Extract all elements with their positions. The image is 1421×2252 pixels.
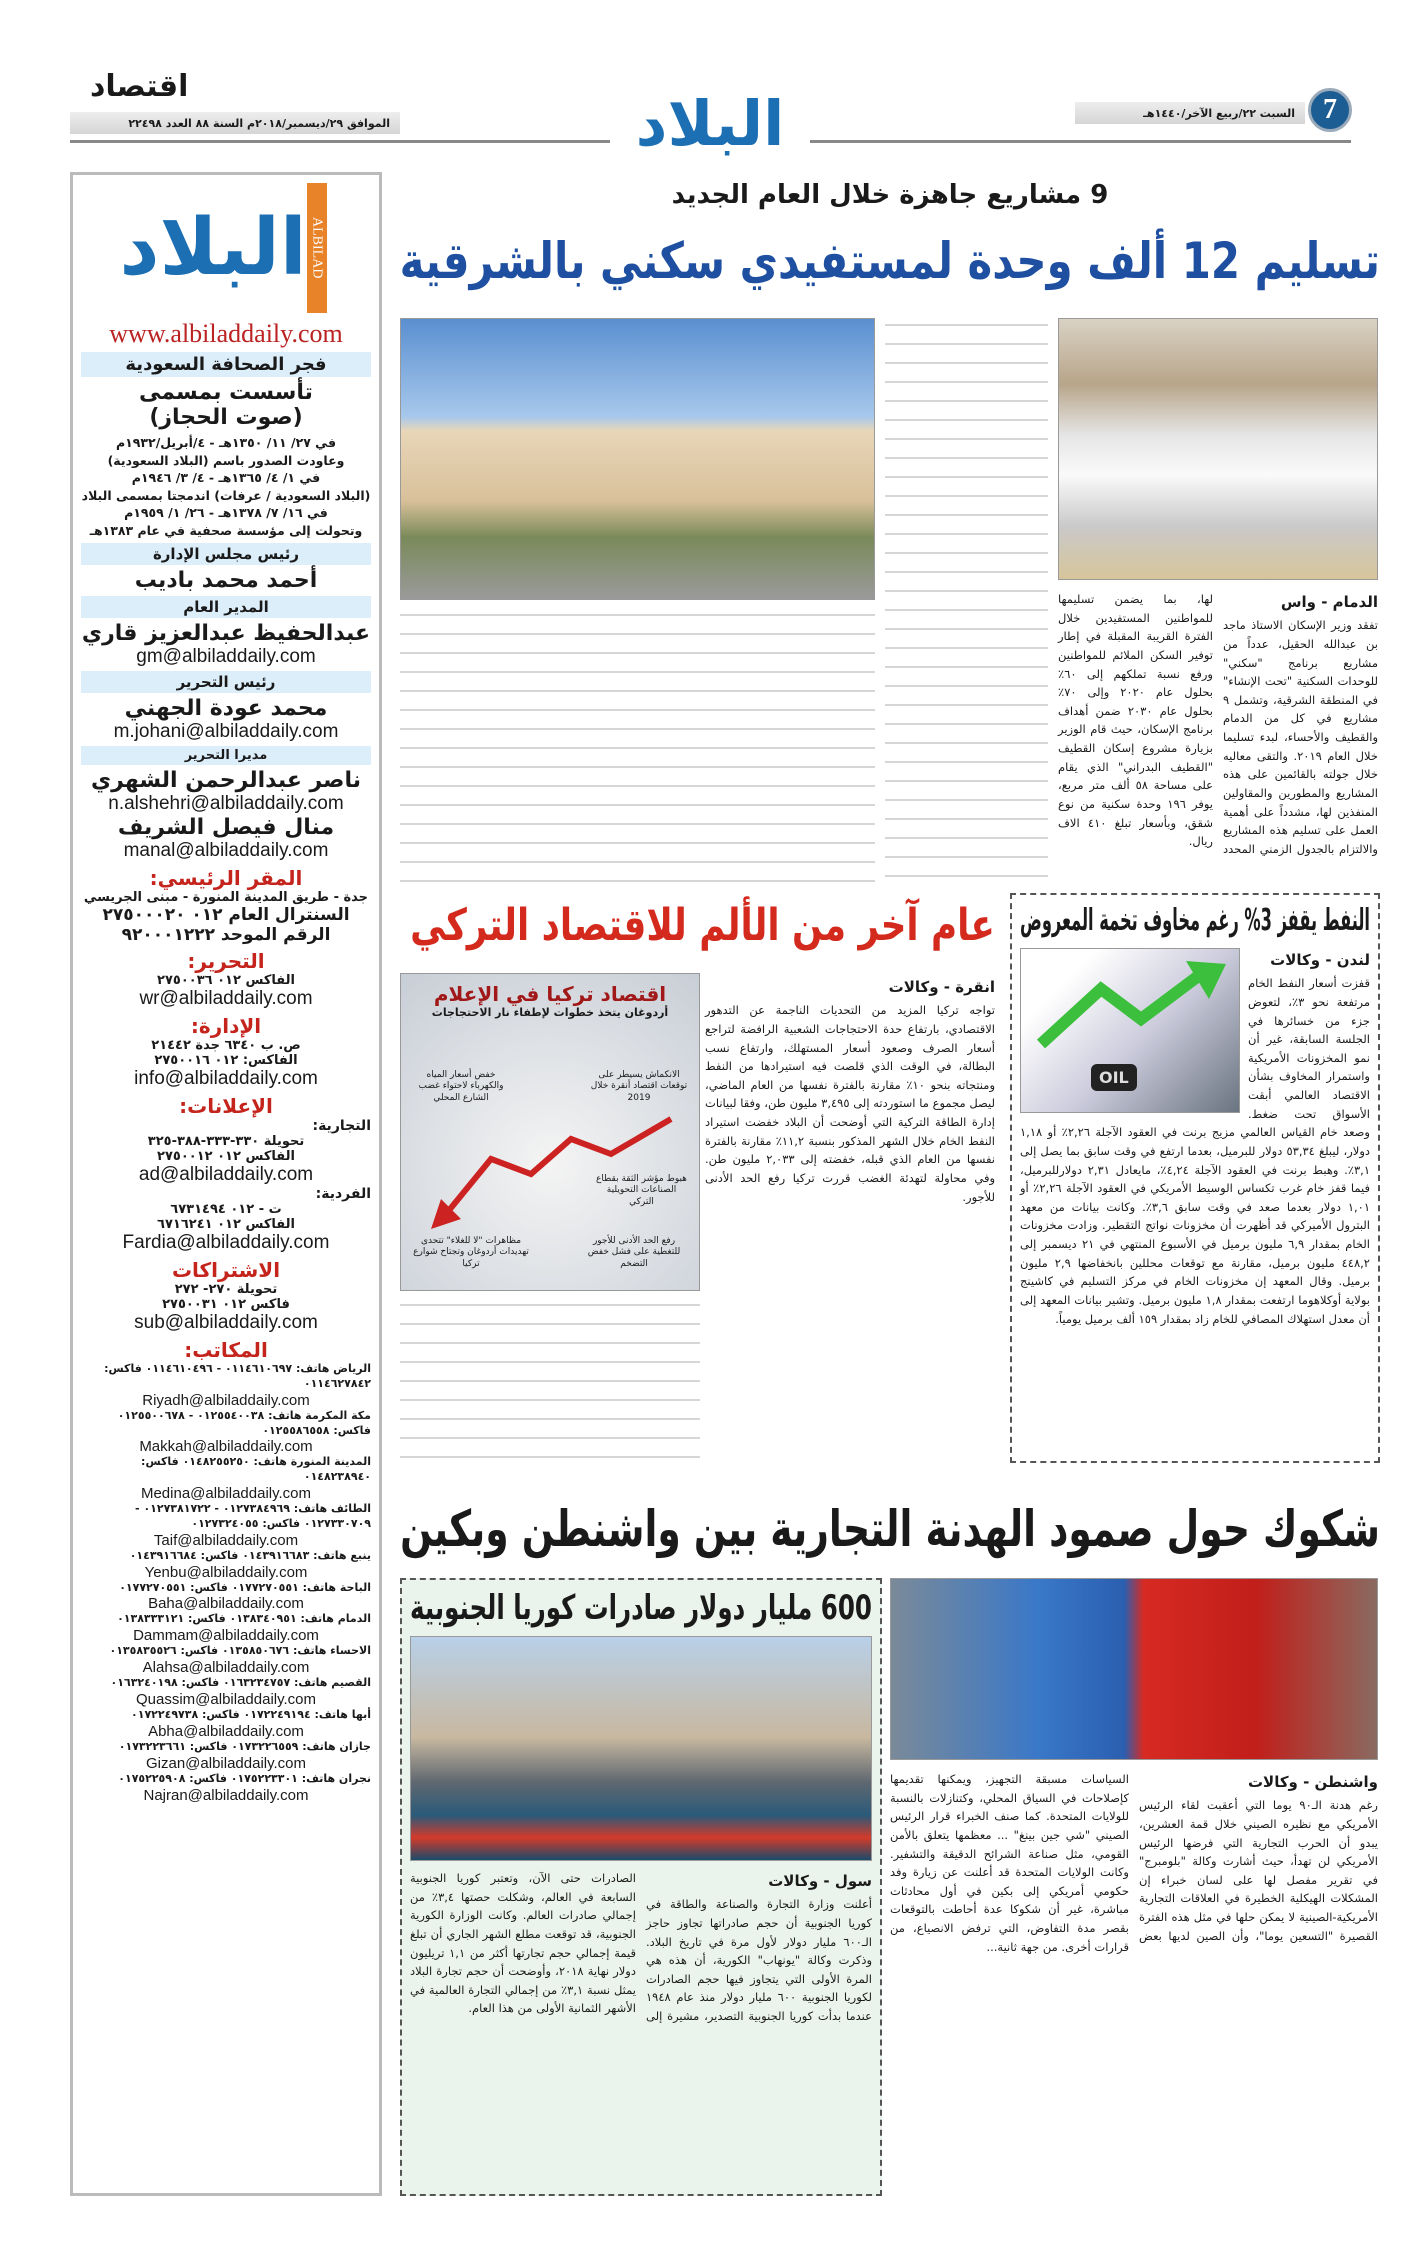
office-email[interactable]: Riyadh@albiladdaily.com [142,1391,310,1409]
hq-title: المقر الرئيسي: [149,866,303,890]
oil-byline: لندن - وكالات [1270,951,1370,969]
oil-headline: النفط يقفز 3% رغم مخاوف تخمة المعروض [1020,903,1370,938]
logo-en: ALBILAD [307,183,327,313]
offices-title: المكاتب: [184,1338,268,1362]
office-email[interactable]: Alahsa@albiladdaily.com [142,1659,310,1677]
subs-fax: فاكس ٠١٢ ٢٧٥٠٠٣١ [162,1297,290,1312]
office-email[interactable]: Najran@albiladdaily.com [143,1786,309,1804]
oil-pump-arrow-image [1020,948,1240,1113]
office-email[interactable]: Baha@albiladdaily.com [148,1595,304,1613]
office-phones: الباحة هاتف: ٠١٧٧٢٧٠٥٥١ فاكس: ٠١٧٧٢٧٠٥٥١ [119,1580,371,1594]
staff-role: المدير العام [81,596,371,618]
housing-headline-box [400,232,1380,290]
turkey-headline-box [410,900,995,951]
editor-name: ناصر عبدالرحمن الشهري [91,768,361,793]
subs-title: الاشتراكات [171,1258,281,1282]
office-email[interactable]: Medina@albiladdaily.com [140,1485,312,1503]
office-phones: مكة المكرمة هاتف: ٠١٢٥٥٤٠٠٣٨ - ٠١٢٥٥٠٠٦٧٨ فاكس: ٠١٢٥٥٨٦٥٥٨ [117,1408,371,1437]
history [81,434,371,539]
website-link[interactable]: www.albiladdaily.com [109,319,343,348]
history-line: في ١/ ٤/ ١٣٦٥هـ - ٤/ ٣/ ١٩٤٦م [131,470,321,485]
housing-kicker: 9 مشاريع جاهزة خلال العام الجديد [671,180,1109,210]
housing-body: تفقد وزير الإسكان الاستاذ ماجد بن عبدالله الحقيل، عدداً من مشاريع برنامج "سكني" للوحدات السكنية "تحت الإنشاء" في المنطقة الشرقية، وتشمل ٩ مشاريع في كل من الدمام والقطيف والأحساء، لبدء تسليما خلال العام ٢٠١٩. والتقى معاليه خلال جولته بالقائمين على هذه المشاريع والمطورين والمقاولين المنفذين لها، مشدداً على أهمية العمل على تسليم هذه المشاريع والالتزام بالجدول الزمني المحدد لها، بما يضمن تسليمها للمواطنين المستفيدين خلال الفترة القريبة المقبلة في إطار توفير السكن الملائم للمواطنين ورفع نسبة تملكهم إلى ٦٠٪ بحلول عام ٢٠٢٠ وإلى ٧٠٪ بحلول عام ٢٠٣٠ ضمن أهداف برنامج الإسكان، حيث قام الوزير بزيارة مشروع إسكان القطيف "القطيف البدراني" الذي يقام على مساحة ٥٨ ألف متر مربع، يوفر ١٩٦ وحدة سكنية من نوع شقق، وبأسعار تبلغ ٤١٠ الاف ريال. [1058,592,1378,856]
section-title: اقتصاد [90,69,189,104]
turkey-headline: عام آخر من الألم للاقتصاد التركي [410,900,995,951]
staff-name: أحمد محمد باديب [134,568,318,593]
trade-body: رغم هدنة الـ٩٠ يوما التي أعقبت لقاء الرئيس الأمريكي مع نظيره الصيني خلال قمة العشرين، يبدو أن الحرب التجارية التي فرضها الرئيس الأمريكي لن تهدأ، حيث أشارت وكالة "بلومبرج" في تقرير مفصل لها على لسان خبراء إن المشكلات الهيكلية الخطيرة في العلاقات التجارية الأمريكية-الصينية لا يمكن حلها في مثل هذه الفترة القصيرة "التسعين يوما"، وأن الصين لديها بعض السياسات مسبقة التجهيز، ويمكنها تقديمها كإصلاحات في السياق المحلي، وكتنازلات بالنسبة للولايات المتحدة. كما صنف الخبراء قرار الرئيس الصيني "شي جين بينغ" ... معظمها يتعلق بالأمن القومي، مثل صناعة الشرائح الدقيقة والتشفير. وكانت الولايات المتحدة قد أعلنت عن زيارة وفد حكومي أمريكي إلى بكين في أول محادثات مباشرة، غير أن شكوكا عدة أحاطت بالتوقعات بقصر مدة التفاوض، التي ترفض الانصياع، من قرارات أخرى. من جهة ثانية... [890,1772,1378,1954]
staff-role: رئيس مجلس الإدارة [81,543,371,565]
infographic-title: اقتصاد تركيا في الإعلام [433,982,667,1006]
housing-continuation-text [400,608,875,886]
sidebar-logo [81,183,371,313]
office-email[interactable]: Yenbu@albiladdaily.com [144,1563,308,1581]
history-line: وعاودت الصدور باسم (البلاد السعودية) [107,452,345,468]
korea-byline: سول - وكالات [768,1872,872,1890]
history-line: وتحولت إلى مؤسسة صحفية في عام ١٣٨٣هـ [89,522,363,538]
staff-name: محمد عودة الجهني [124,696,328,721]
housing-continuation-text [885,318,1048,888]
office-phones: جازان هاتف: ٠١٧٣٢٢٦٥٥٩ فاكس: ٠١٧٣٢٢٣٦٦١ [118,1739,371,1753]
ads-email[interactable]: ad@albiladdaily.com [138,1164,314,1185]
office-phones: نجران هاتف: ٠١٧٥٢٢٣٣٠١ فاكس: ٠١٧٥٢٢٥٩٠٨ [118,1771,371,1785]
admin-fax: الفاكس: ٠١٢ ٢٧٥٠٠١٦ [154,1053,298,1068]
masthead-sidebar [70,172,382,2196]
admin-po: ص. ب ٦٣٤٠ جدة ٢١٤٤٢ [151,1038,301,1053]
editors-list [81,768,371,862]
office-email[interactable]: Dammam@albiladdaily.com [133,1627,319,1645]
ads-title: الإعلانات: [179,1094,273,1118]
green-arrow-icon [1031,959,1231,1049]
editorial-title: التحرير: [187,949,265,973]
infographic-subtitle: أردوغان يتخذ خطوات لإطفاء نار الاحتجاجات [431,1006,669,1019]
hijri-date: السبت ٢٢/ربيع الآخر/١٤٤٠هـ [1075,102,1305,124]
staff-email[interactable]: gm@albiladdaily.com [136,646,316,667]
logo-ar: البلاد [119,203,307,293]
oil-story [1010,893,1380,1463]
editor-email[interactable]: n.alshehri@albiladdaily.com [108,793,344,814]
trade-headline-box [400,1500,1380,1558]
offices-list [81,1362,371,1804]
ads-ind-phone: ت - ٠١٢ ٦٧٣١٤٩٤ [170,1202,282,1217]
history-line: في ٢٧/ ١١/ ١٣٥٠هـ - ٤/أبريل/١٩٣٢م [115,435,337,450]
office-email[interactable]: Abha@albiladdaily.com [148,1722,304,1740]
page-number: 7 [1308,88,1352,132]
infographic-note: مظاهرات "لا للغلاء" تتحدى تهديدات أردوغان وتجتاح شوارع تركيا [413,1236,529,1269]
turkey-body: تواجه تركيا المزيد من التحديات الناجمة عن التدهور الاقتصادي، بارتفاع حدة الاحتجاجات الشعبية الرافضة لتراجع أسعار الصرف وصعود أسعار المستهلك، وارتفاع نسب البطالة، في الوقت الذي قلصت فيه استيرادها من النفط ومنتجاته بنحو ١٠٪ مقارنة بالفترة نفسها من العام الماضي، ليصل مجموع ما استوردته إلى ٣,٤٩٥ مليون طن، وفقا لبيانات إدارة الطاقة التركية التي أوضحت أن البلاد خفضت استيراد النفط الخام خلال الشهر المذكور بنسبة ١١,٢٪ مقارنة بالفترة نفسها من العام الذي قبله، خفضته إلى ٢,٠٣٣ مليون طن. وفي محاولة لتهدئة الغضب قررت تركيا رفع الحد الأدنى للأجور. [705,1003,995,1204]
office-phones: أبها هاتف: ٠١٧٢٢٤٩١٩٤ فاكس: ٠١٧٢٢٤٩٧٣٨ [131,1707,371,1721]
korea-story [400,1578,882,2196]
infographic-note: هبوط مؤشر الثقة بقطاع الصناعات التحويلية التركي [596,1174,687,1207]
office-phones: الدمام هاتف: ٠١٣٨٣٤٠٩٥١ فاكس: ٠١٣٨٣٣٣١٢١ [117,1612,371,1626]
subs-email[interactable]: sub@albiladdaily.com [134,1312,318,1333]
hq-address: جدة - طريق المدينة المنورة - مبنى الجريسي [83,890,369,905]
editors-role: مديرا التحرير [81,746,371,765]
gregorian-date: الموافق ٢٩/ديسمبر/٢٠١٨م السنة ٨٨ العدد ٢٢٤٩٨ [70,112,400,134]
history-line: (البلاد السعودية / عرفات) اندمجتا بمسمى البلاد [81,487,371,503]
infographic-note: رفع الحد الأدنى للأجور للتغطية على فشل خفض التضخم [587,1236,681,1269]
trade-text [890,1770,1378,2195]
hq-central: السنترال العام ٠١٢ ٢٧٥٠٠٠٢٠ [102,905,350,925]
ads-commercial: التجارية: [312,1118,371,1134]
office-phones: الاحساء هاتف: ٠١٣٥٨٥٠٦٧٦ فاكس: ٠١٣٥٨٣٥٥٢٦ [109,1644,371,1658]
office-phones: القصيم هاتف: ٠١٦٣٢٣٤٧٥٧ فاكس: ٠١٦٣٢٤٠١٩٨ [110,1676,371,1690]
editorial-email[interactable]: wr@albiladdaily.com [139,988,313,1009]
staff-role: رئيس التحرير [81,671,371,693]
office-phones: الطائف هاتف: ٠١٢٧٣٨٤٩٦٩ - ٠١٢٧٣٨١٧٢٢ - ٠١٢٧٣٣٠٧٠٩ فاكس: ٠١٢٧٣٢٤٠٥٥ [135,1502,371,1530]
ads-ind-email[interactable]: Fardia@albiladdaily.com [122,1232,330,1253]
us-china-boxing-gloves-image [890,1578,1378,1760]
admin-title: الإدارة: [190,1014,262,1038]
housing-body-lead [1058,590,1378,885]
turkey-infographic [400,973,700,1291]
office-email[interactable]: Quassim@albiladdaily.com [135,1690,316,1708]
masthead-logo: البلاد [610,80,810,168]
oil-barrel-label: OIL [1091,1064,1137,1091]
infographic-note: خفض أسعار المياه والكهرباء لاحتواء غضب الشارع المحلي [418,1070,504,1103]
staff-email[interactable]: m.johani@albiladdaily.com [113,721,339,742]
editor-email[interactable]: manal@albiladdaily.com [123,840,329,861]
founded-name: (صوت الحجاز) [149,405,303,430]
office-phones: المدينة المنورة هاتف: ٠١٤٨٢٥٥٢٥٠ فاكس: ٠١٤٨٢٣٨٩٤٠ [141,1455,371,1484]
minister-tour-photo [1058,318,1378,580]
subs-ext: تحويلة ٢٧٠- ٢٧٢ [174,1282,278,1297]
housing-project-render [400,318,875,600]
ads-ext: تحويلة ٣٣٠-٣٣٣-٣٨٨-٣٢٥ [147,1134,305,1149]
ads-fax: الفاكس ٠١٢ ٢٧٥٠٠١٢ [157,1149,295,1164]
office-email[interactable]: Makkah@albiladdaily.com [139,1438,313,1456]
editor-name: منال فيصل الشريف [117,815,335,840]
admin-email[interactable]: info@albiladdaily.com [134,1068,318,1089]
korea-body: أعلنت وزارة التجارة والصناعة والطاقة في كوريا الجنوبية أن حجم صادراتها تجاوز حاجز الـ٦٠٠ مليار دولار لأول مرة في تاريخ البلاد. وذكرت وكالة "يونهاب" الكورية، أن هذه هي المرة الأولى التي يتجاوز فيها حجم الصادرات لكوريا الجنوبية ٦٠٠ مليار دولار منذ عام ١٩٤٨ عندما بدأت كوريا الجنوبية التصدير، مشيرة إلى الصادرات حتى الآن، وتعتبر كوريا الجنوبية السابعة في العالم، وشكلت حصتها ٣,٤٪ من إجمالي صادرات العالم. وكانت الوزارة الكورية الجنوبية، قد توقعت مطلع الشهر الجاري أن تبلغ قيمة إجمالي حجم تجارتها أكثر من ١,١ تريليون دولار نهاية ٢٠١٨، وأوضحت أن حجم تجارة البلاد يمثل نسبة ٣,١٪ من إجمالي التجارة العالمية في الأشهر الثمانية الأولى من هذا العام. [410,1871,872,2024]
ads-individual: الفردية: [315,1186,371,1202]
ads-ind-fax: الفاكس ٠١٢ ٦٧١٦٢٤١ [157,1217,295,1232]
turkey-text [705,975,995,1460]
staff-name: عبدالحفيظ عبدالعزيز قاري [81,621,371,646]
office-email[interactable]: Taif@albiladdaily.com [153,1531,299,1549]
history-line: في ١٦/ ٧/ ١٣٧٨هـ - ٢٦/ ١/ ١٩٥٩م [124,505,328,520]
housing-headline: تسليم 12 ألف وحدة لمستفيدي سكني بالشرقية [399,232,1380,290]
trade-byline: واشنطن - وكالات [1247,1773,1378,1791]
office-phones: ينبع هاتف: ٠١٤٣٩١٦٦٨٣ فاكس: ٠١٤٣٩١٦٦٨٤ [129,1548,371,1562]
korea-headline: 600 مليار دولار صادرات كوريا الجنوبية [410,1588,872,1628]
office-phones: الرياض هاتف: ٠١١٤٦١٠٦٩٧ - ٠١١٤٦١٠٤٩٦ فاكس: ٠١١٤٦٢٧٨٤٢ [104,1362,371,1390]
housing-byline: الدمام - واس [1280,593,1378,611]
turkey-byline: انقرة - وكالات [888,978,995,996]
staff-list [81,543,371,743]
editorial-fax: الفاكس ٠١٢ ٢٧٥٠٠٣٦ [157,973,295,988]
slogan: فجر الصحافة السعودية [81,352,371,377]
founded-title: تأسست بمسمى [139,380,313,405]
oil-body: قفزت أسعار النفط الخام مرتفعة نحو ٣٪، لتعوض جزء من خسائرها في الجلسة السابقة، غير أن نمو المخزونات الأمريكية واستمرار المخاوف بشأن الاقتصاد العالمي أبقت الأسواق تحت ضغط. وصعد خام القياس العالمي مزيج برنت في العقود الآجلة ٢,٢٦٪ أو ١,١٨ دولار، ليبلغ ٥٣,٣٤ دولار للبرميل، بعدما ارتفع في وقت سابق بما يصل إلى ٣,١٪. وهبط برنت في العقود الآجلة ٤,٢٤٪، مايعادل ٢,٣١ دولارللبرميل، فيما قفز خام غرب تكساس الوسيط الأمريكي في العقود الآجلة ٢,٢٦٪ أو ١,٠١ دولار بعدما صعد في وقت سابق ٣,٦٪. وكانت بيانات من معهد البترول الأميركي قد أظهرت أن مخزونات نواتج التقطير. وزادت مخزونات الخام بمقدار ٦,٩ مليون برميل في الأسبوع المنتهي في ٢١ ديسمبر إلى ٤٤٨,٢ مليون برميل، مقارنة مع توقعات محللين بانخفاضها ٢,٩ مليون برميل. وقال المعهد إن مخزونات الخام في مركز التسليم في كاشينج بولاية أوكلاهوما ارتفعت بمقدار ١,٨ مليون برميل. وتشير بيانات المعهد إلى أن معدل استهلاك المصافي للخام زاد بمقدار ١٥٩ ألف برميل يومياً. [1020,976,1371,1326]
port-ship-image [410,1636,872,1861]
office-email[interactable]: Gizan@albiladdaily.com [145,1754,307,1772]
trade-headline: شكوك حول صمود الهدنة التجارية بين واشنطن وبكين [400,1500,1380,1558]
hq-unified: الرقم الموحد ٩٢٠٠٠١٢٢٢ [121,925,331,945]
infographic-note: الانكماش يسيطر على توقعات اقتصاد أنقرة خلال 2019 [590,1070,688,1103]
turkey-continuation-text [400,1298,700,1458]
oil-headline-box [1020,903,1370,938]
korea-headline-box [410,1588,872,1628]
